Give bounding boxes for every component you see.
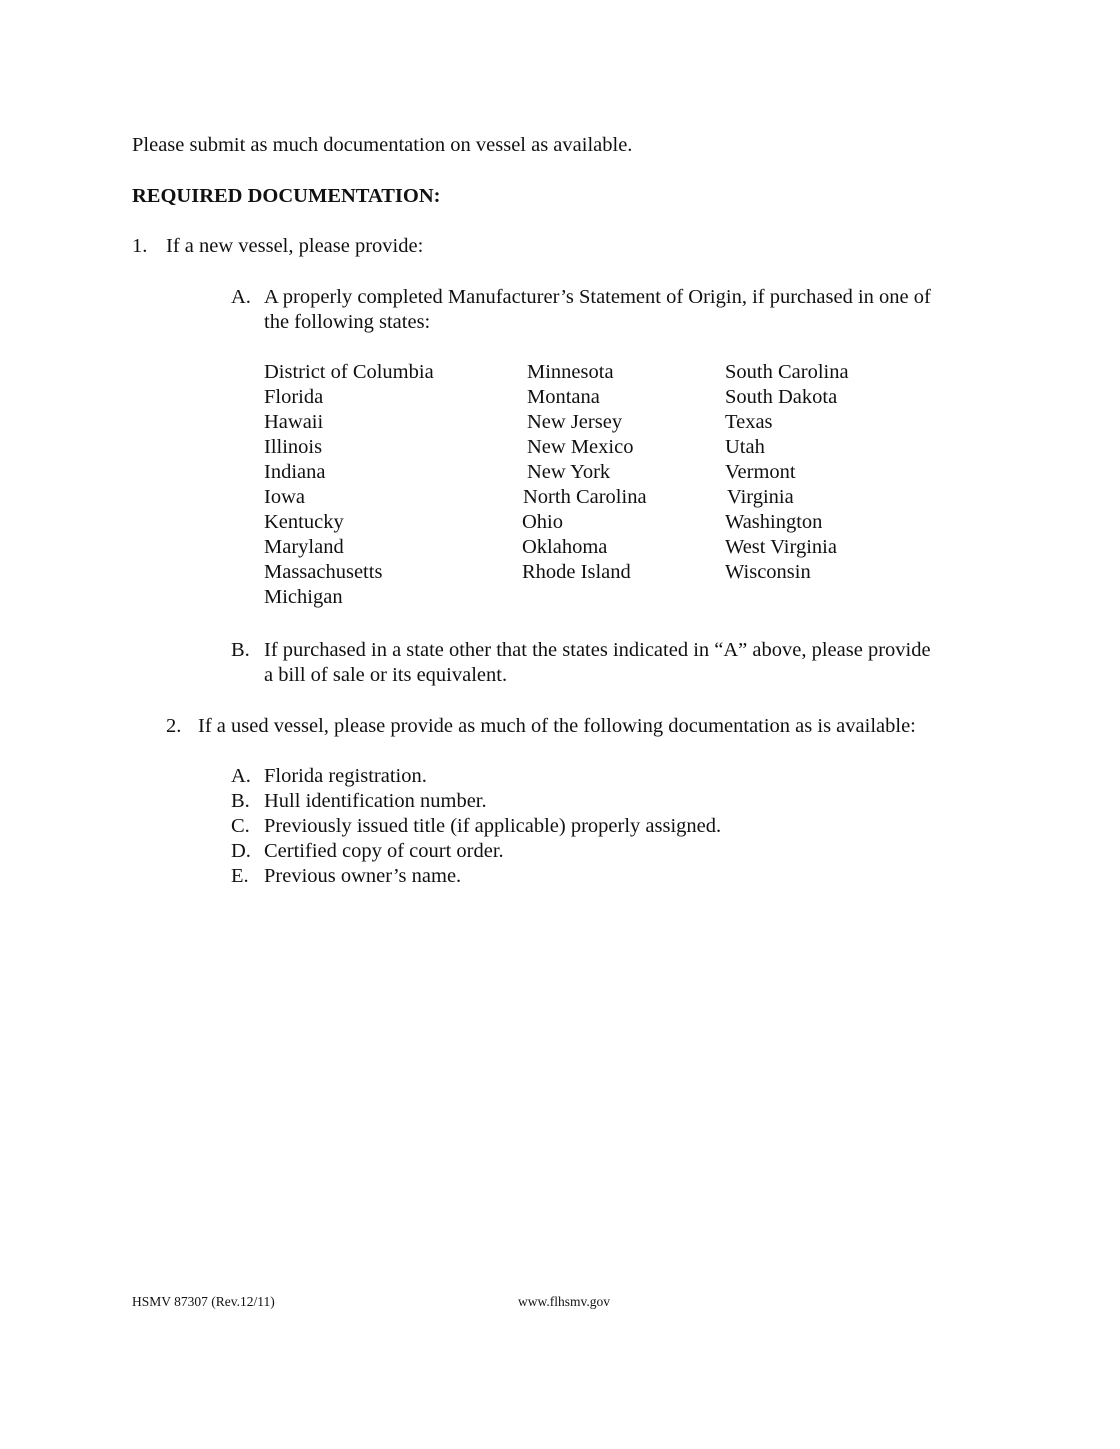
item-2d-text: Certified copy of court order.: [264, 840, 504, 862]
state-item: Montana: [527, 386, 600, 408]
item-1b-line-2: a bill of sale or its equivalent.: [264, 664, 508, 686]
state-item: Minnesota: [527, 361, 614, 383]
item-2e-letter: E.: [231, 865, 249, 887]
item-2a-letter: A.: [231, 765, 251, 787]
state-item: Rhode Island: [522, 561, 631, 583]
state-item: Wisconsin: [725, 561, 811, 583]
state-item: Florida: [264, 386, 324, 408]
state-item: District of Columbia: [264, 361, 434, 383]
item-1b-line-1: If purchased in a state other that the states indicated in “A” above, please provide: [264, 639, 931, 661]
states-column-2: [522, 360, 647, 585]
state-item: Oklahoma: [522, 536, 608, 558]
required-documentation-heading: REQUIRED DOCUMENTATION:: [132, 185, 441, 207]
state-item: Washington: [725, 511, 823, 533]
item-2e-text: Previous owner’s name.: [264, 865, 462, 887]
item-2b-letter: B.: [231, 790, 250, 812]
state-item: North Carolina: [523, 486, 647, 508]
state-item: Utah: [725, 436, 765, 458]
state-item: South Carolina: [725, 361, 849, 383]
footer-form-id: HSMV 87307 (Rev.12/11): [132, 1294, 275, 1309]
item-2c-letter: C.: [231, 815, 250, 837]
state-item: Ohio: [522, 511, 563, 533]
state-item: Maryland: [264, 536, 344, 558]
item-1a-line-1: A properly completed Manufacturer’s Statement of Origin, if purchased in one of: [264, 286, 931, 308]
item-1a-letter: A.: [231, 286, 251, 308]
state-item: South Dakota: [725, 386, 838, 408]
item-2c-text: Previously issued title (if applicable) properly assigned.: [264, 815, 722, 837]
state-item: Hawaii: [264, 411, 324, 433]
states-column-3: [725, 360, 849, 585]
item-2-number: 2.: [166, 715, 182, 737]
item-2a-text: Florida registration.: [264, 765, 427, 787]
state-item: Iowa: [264, 486, 305, 508]
states-column-1: [264, 360, 434, 610]
state-item: Texas: [725, 411, 773, 433]
state-item: Indiana: [264, 461, 326, 483]
state-item: Kentucky: [264, 511, 344, 533]
item-2d-letter: D.: [231, 840, 251, 862]
state-item: Virginia: [727, 486, 794, 508]
state-item: New Mexico: [527, 436, 634, 458]
state-item: Vermont: [725, 461, 796, 483]
item-1-text: If a new vessel, please provide:: [166, 235, 424, 257]
item-1b-letter: B.: [231, 639, 250, 661]
footer-website-link[interactable]: www.flhsmv.gov: [518, 1294, 610, 1309]
state-item: West Virginia: [725, 536, 837, 558]
state-item: New Jersey: [527, 411, 623, 433]
state-item: Massachusetts: [264, 561, 383, 583]
state-item: Michigan: [264, 586, 343, 608]
item-1-number: 1.: [132, 235, 148, 257]
state-item: New York: [527, 461, 611, 483]
item-1a-line-2: the following states:: [264, 311, 431, 333]
item-2-text: If a used vessel, please provide as much of the following documentation as is available:: [198, 715, 916, 737]
intro-text: Please submit as much documentation on vessel as available.: [132, 134, 633, 156]
item-2b-text: Hull identification number.: [264, 790, 487, 812]
state-item: Illinois: [264, 436, 323, 458]
